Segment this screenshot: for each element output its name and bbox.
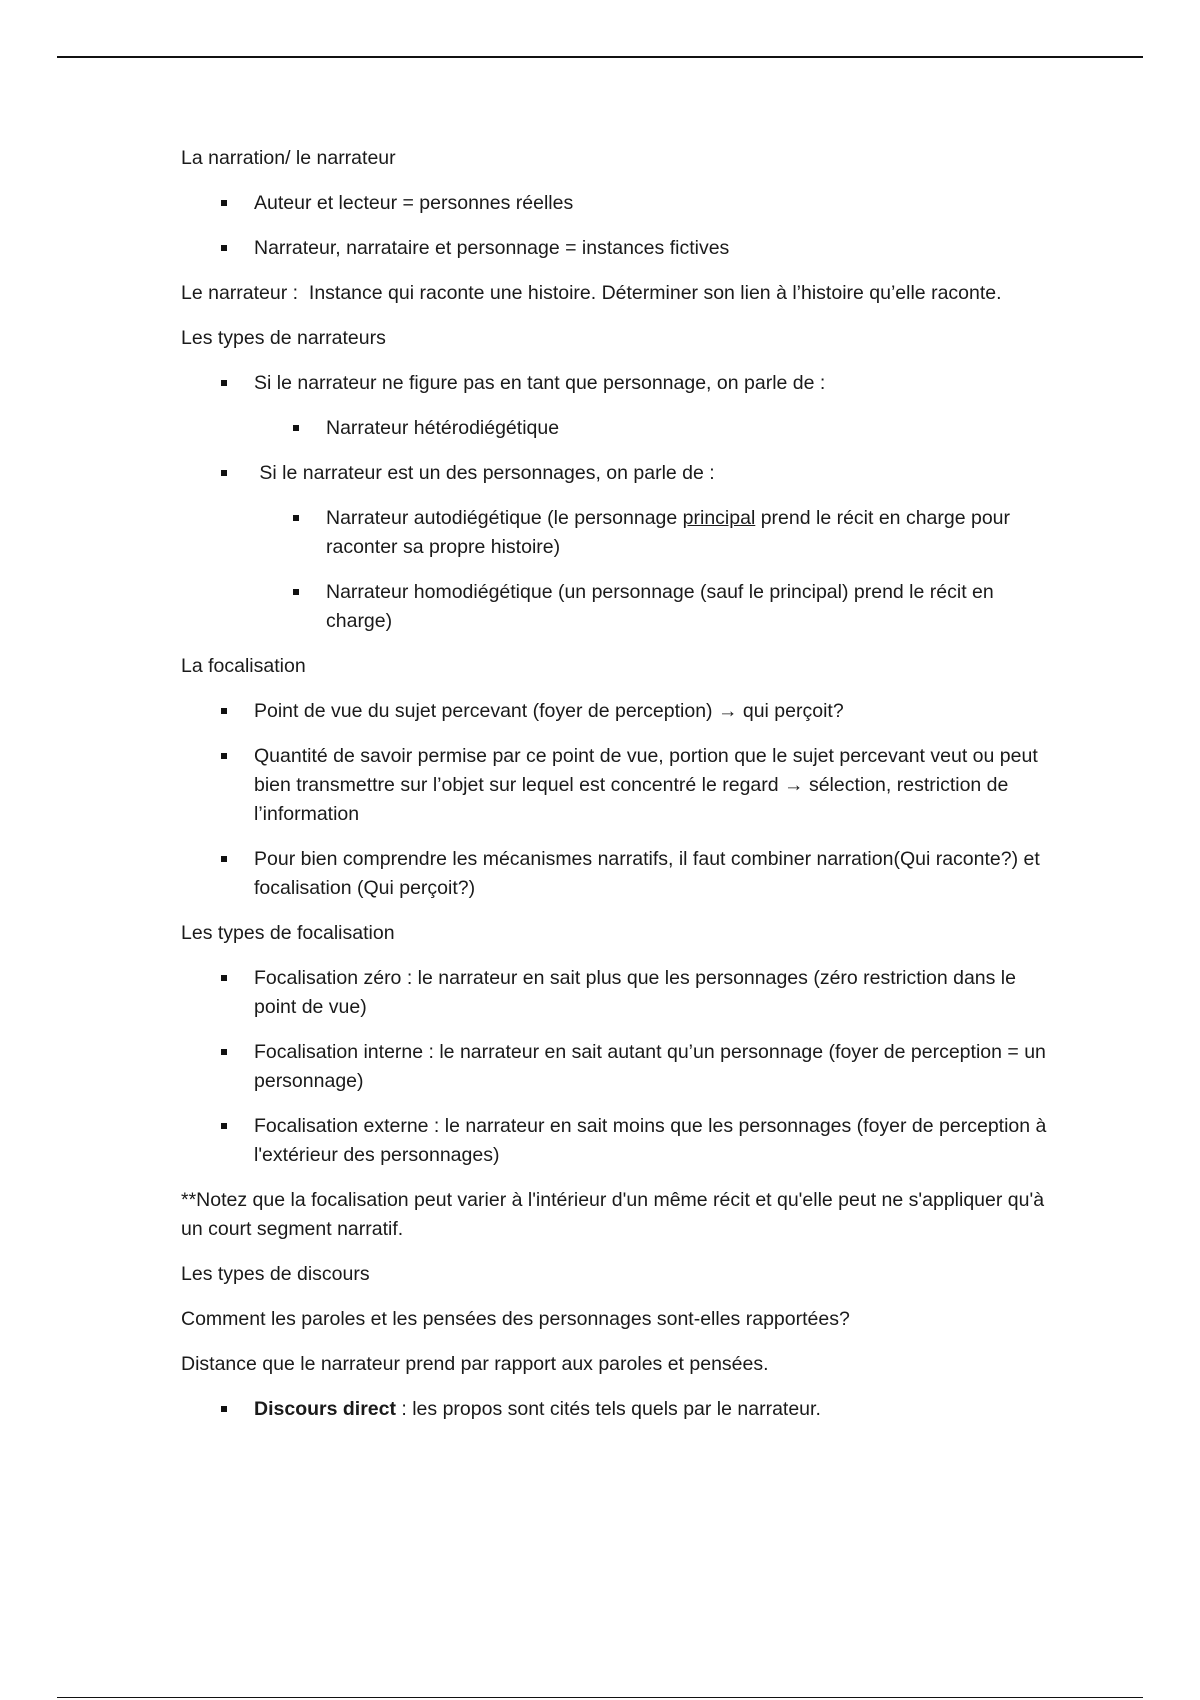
narration-list <box>181 189 1061 263</box>
discours-direct-label: Discours direct <box>254 1398 396 1420</box>
discours-direct-text: : les propos sont cités tels quels par le narrateur. <box>395 1398 821 1420</box>
list-item-text: Si le narrateur est un des personnages, on parle de : <box>254 462 715 484</box>
sub-list-item: Narrateur homodiégétique (un personnage (sauf le principal) prend le récit en charge) <box>181 578 1061 636</box>
types-focalisation-list <box>181 964 1061 1170</box>
list-item <box>181 1395 1061 1424</box>
sub-list-item: Narrateur hétérodiégétique <box>181 414 1061 443</box>
list-item-text: Si le narrateur ne figure pas en tant que personnage, on parle de : <box>254 372 826 394</box>
list-item: Point de vue du sujet percevant (foyer de perception) → qui perçoit? <box>181 697 1061 726</box>
list-item: Focalisation interne : le narrateur en sait autant qu’un personnage (foyer de perception = un personnage) <box>181 1038 1061 1096</box>
list-item <box>181 369 1061 443</box>
document-body <box>181 144 1061 1440</box>
types-narrateurs-list <box>181 369 1061 636</box>
discours-distance: Distance que le narrateur prend par rapport aux paroles et pensées. <box>181 1353 769 1375</box>
list-item: Pour bien comprendre les mécanismes narratifs, il faut combiner narration(Qui raconte?) et focalisation (Qui perçoit?) <box>181 845 1061 903</box>
list-item <box>181 459 1061 636</box>
sub-item-text: prend le récit en charge pour raconter sa propre histoire) <box>326 507 1011 558</box>
sub-item-text: Narrateur autodiégétique (le personnage <box>326 507 683 529</box>
heading-narration: La narration/ le narrateur <box>181 147 396 169</box>
focalisation-note: **Notez que la focalisation peut varier à l'intérieur d'un même récit et qu'elle peut ne s'appliquer qu'à un court segment narratif. <box>181 1189 1050 1240</box>
list-item: Quantité de savoir permise par ce point de vue, portion que le sujet percevant veut ou peut bien transmettre sur l’objet sur lequel est concentré le regard → sélection, restriction de l’information <box>181 742 1061 829</box>
heading-focalisation: La focalisation <box>181 655 306 677</box>
underlined-word: principal <box>682 507 756 529</box>
list-item: Focalisation zéro : le narrateur en sait plus que les personnages (zéro restriction dans le point de vue) <box>181 964 1061 1022</box>
heading-types-narrateurs: Les types de narrateurs <box>181 327 386 349</box>
sub-list-item <box>181 504 1061 562</box>
heading-types-discours: Les types de discours <box>181 1263 370 1285</box>
list-item: Focalisation externe : le narrateur en sait moins que les personnages (foyer de perception à l'extérieur des personnages) <box>181 1112 1061 1170</box>
header-rule <box>57 56 1143 58</box>
focalisation-list <box>181 697 1061 903</box>
heading-types-focalisation: Les types de focalisation <box>181 922 395 944</box>
discours-list <box>181 1395 1061 1424</box>
sub-list <box>181 414 1061 443</box>
footer-rule <box>57 1697 1143 1698</box>
sub-list <box>181 504 1061 636</box>
list-item: Narrateur, narrataire et personnage = instances fictives <box>181 234 1061 263</box>
narrateur-definition: Le narrateur : Instance qui raconte une histoire. Déterminer son lien à l’histoire qu’elle raconte. <box>181 282 1002 304</box>
list-item: Auteur et lecteur = personnes réelles <box>181 189 1061 218</box>
discours-question: Comment les paroles et les pensées des personnages sont-elles rapportées? <box>181 1308 850 1330</box>
